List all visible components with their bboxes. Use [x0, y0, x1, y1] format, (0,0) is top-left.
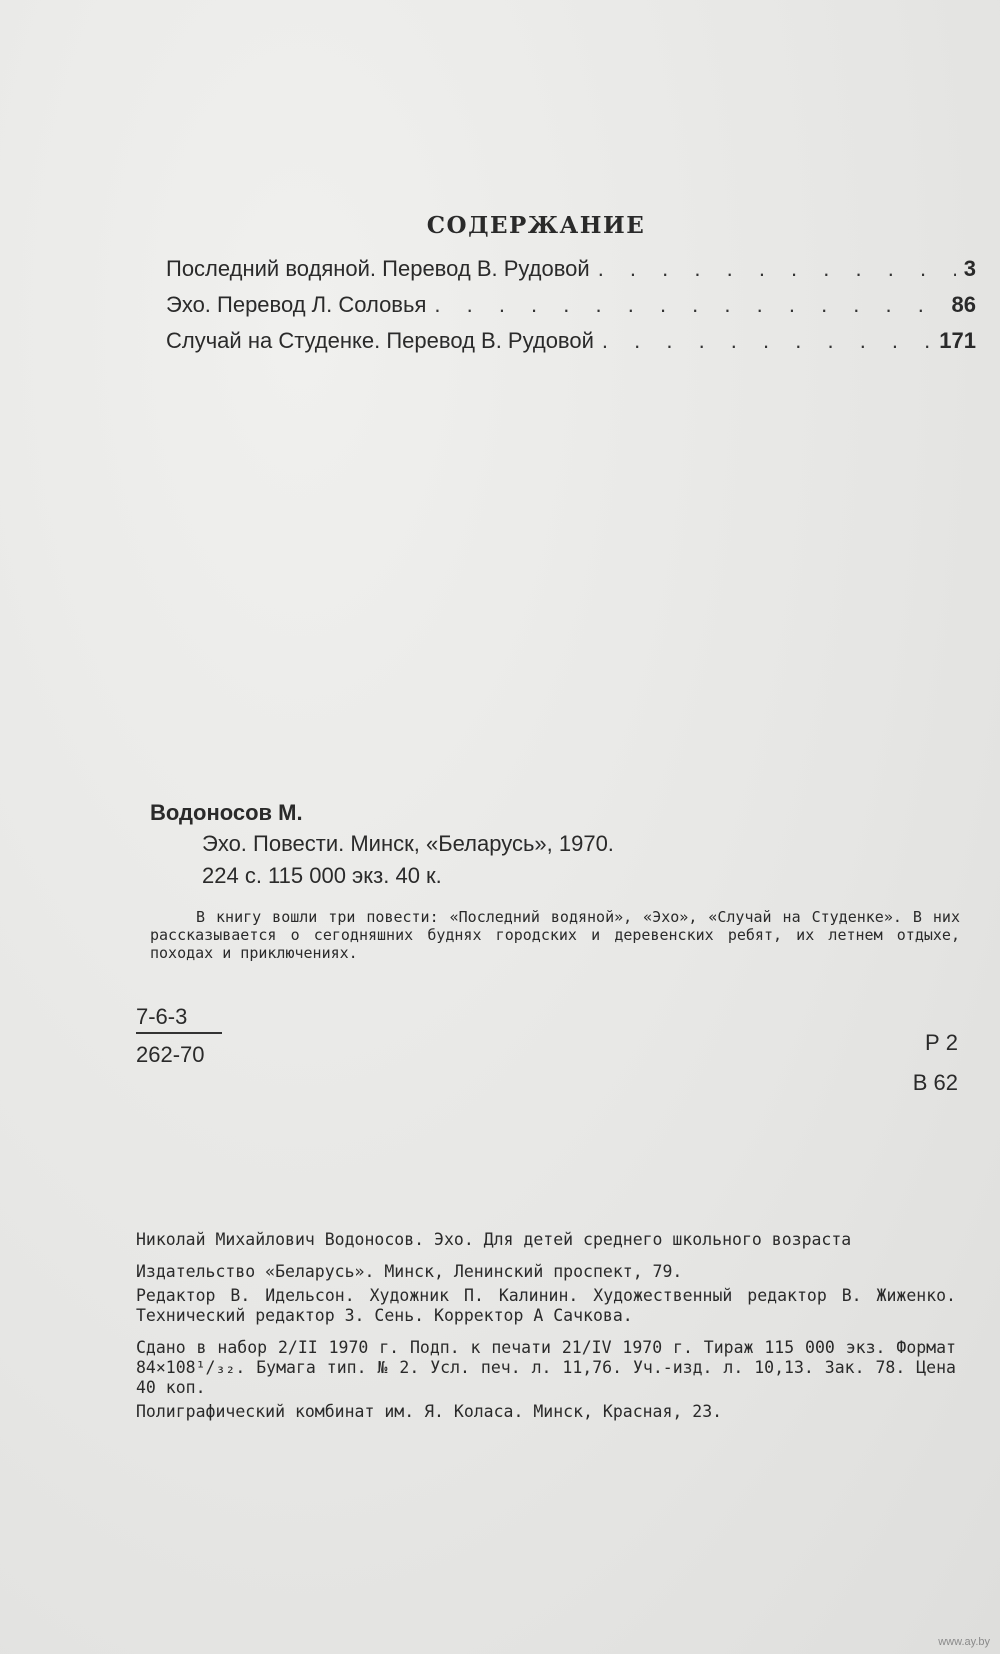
- imprint-publisher: Издательство «Беларусь». Минск, Ленинский проспект, 79.: [136, 1262, 683, 1281]
- classification-codes: [136, 1004, 222, 1068]
- toc-item: [166, 292, 976, 328]
- imprint-printer: Полиграфический комбинат им. Я. Коласа. Минск, Красная, 23.: [136, 1402, 723, 1421]
- library-index: [913, 1030, 958, 1110]
- toc-item-title: Случай на Студенке. Перевод В. Рудовой: [166, 328, 594, 353]
- toc-leader-dots: [598, 256, 956, 282]
- toc-title: СОДЕРЖАНИЕ: [426, 212, 646, 239]
- toc-item-page: 86: [951, 292, 976, 317]
- publication-line: Эхо. Повести. Минск, «Беларусь», 1970.: [202, 831, 614, 856]
- table-of-contents: [166, 256, 976, 364]
- author-mark: В 62: [912, 1070, 958, 1095]
- imprint: [136, 1230, 956, 1434]
- imprint-credits: Редактор В. Идельсон. Художник П. Калинин. Художественный редактор В. Жиженко. Технический редактор З. Сень. Корректор А Сачкова.: [136, 1286, 956, 1325]
- code-numerator: 7-6-3: [136, 1004, 222, 1034]
- toc-item-page: 3: [963, 256, 976, 281]
- toc-item-page: 171: [939, 328, 976, 353]
- publication-details: 224 с. 115 000 экз. 40 к.: [202, 863, 442, 888]
- bbk-index: Р 2: [924, 1030, 958, 1055]
- imprint-title: Николай Михайлович Водоносов. Эхо. Для детей среднего школьного возраста: [136, 1230, 852, 1249]
- toc-item-title: Эхо. Перевод Л. Соловья: [166, 292, 427, 317]
- toc-item: [166, 328, 976, 364]
- toc-leader-dots: [434, 292, 943, 318]
- code-denominator: 262-70: [136, 1042, 205, 1067]
- site-watermark: www.ay.by: [938, 1636, 990, 1648]
- toc-item: [166, 256, 976, 292]
- annotation: В книгу вошли три повести: «Последний водяной», «Эхо», «Случай на Студенке». В них рассказывается о сегодняшних буднях городских и деревенских ребят, их летнем отдыхе, походах и приключениях.: [150, 908, 960, 962]
- author-heading: Водоносов М.: [150, 800, 303, 825]
- toc-item-title: Последний водяной. Перевод В. Рудовой: [166, 256, 590, 281]
- toc-leader-dots: [602, 328, 931, 354]
- bibliographic-record: [150, 800, 960, 962]
- imprint-print-data: Сдано в набор 2/II 1970 г. Подп. к печати 21/IV 1970 г. Тираж 115 000 экз. Формат 84×108¹/₃₂. Бумага тип. № 2. Усл. печ. л. 11,76. Уч.-изд. л. 10,13. Зак. 78. Цена 40 коп.: [136, 1338, 956, 1397]
